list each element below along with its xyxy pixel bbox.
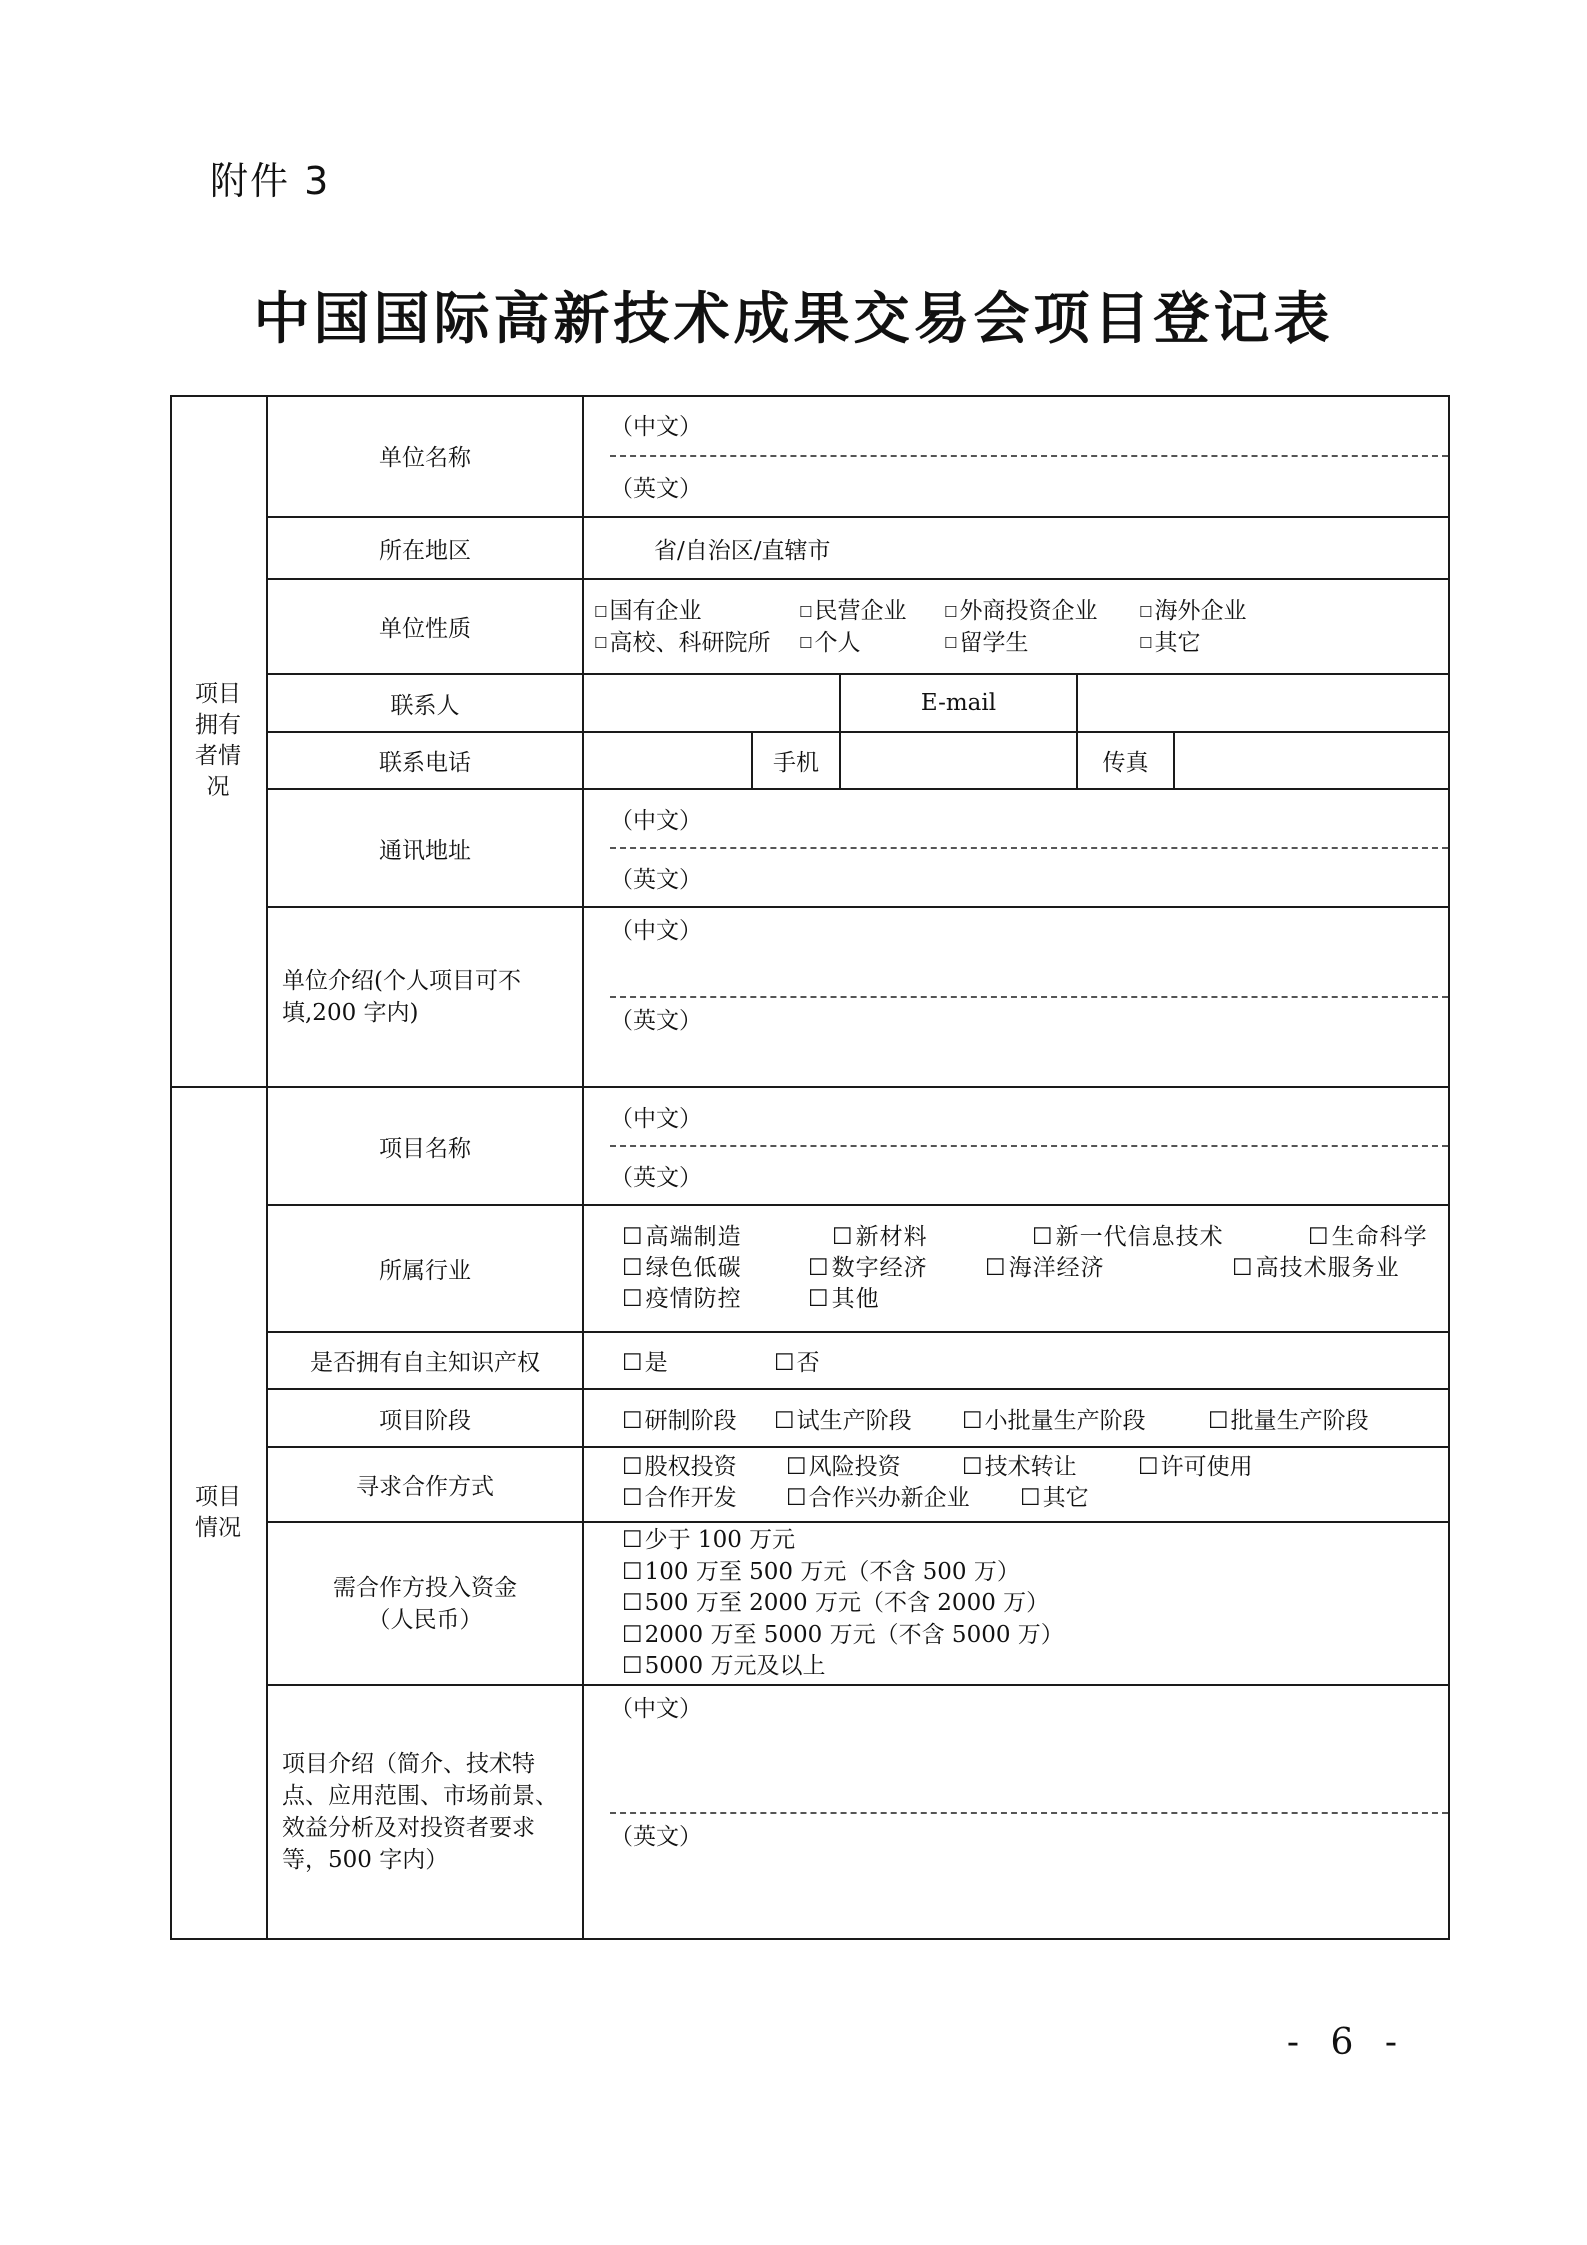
project-section-heading: 项目情况: [170, 1088, 268, 1940]
unit-intro-field[interactable]: [584, 908, 1450, 1088]
fax-label: 传真: [1078, 733, 1175, 790]
stage-option[interactable]: ☐ 研制阶段: [622, 1402, 774, 1435]
industry-option[interactable]: ☐ 新一代信息技术: [1032, 1222, 1308, 1253]
location-label: 所在地区: [268, 518, 584, 580]
stage-option[interactable]: ☐ 小批量生产阶段: [962, 1402, 1208, 1435]
email-field[interactable]: [1078, 675, 1450, 733]
mobile-label: 手机: [753, 733, 841, 790]
industry-option[interactable]: ☐ 生命科学: [1308, 1222, 1428, 1253]
cooperation-option[interactable]: ☐ 其它: [1020, 1483, 1089, 1514]
page-number: - 6 -: [1286, 2022, 1407, 2063]
unit-nature-option[interactable]: ☐ 外商投资企业: [944, 596, 1139, 628]
industry-option[interactable]: ☐ 高技术服务业: [1232, 1253, 1400, 1284]
attachment-label: 附件 3: [210, 159, 331, 203]
address-label: 通讯地址: [268, 790, 584, 908]
address-field[interactable]: [584, 790, 1450, 908]
industry-option[interactable]: ☐ 疫情防控: [622, 1284, 808, 1315]
investment-option[interactable]: ☐ 5000 万元及以上: [622, 1653, 825, 1679]
ip-label: 是否拥有自主知识产权: [268, 1333, 584, 1390]
unit-nature-option[interactable]: ☐ 民营企业: [799, 596, 944, 628]
registration-form: [170, 395, 1450, 1940]
investment-option[interactable]: ☐ 少于 100 万元: [622, 1527, 795, 1553]
cooperation-option[interactable]: ☐ 合作开发: [622, 1483, 786, 1514]
unit-nature-option[interactable]: ☐ 留学生: [944, 628, 1139, 660]
contact-field[interactable]: [584, 675, 841, 733]
unit-intro-label: 单位介绍(个人项目可不填,200 字内): [268, 908, 584, 1088]
investment-label-text: 需合作方投入资金: [333, 1574, 517, 1601]
industry-option[interactable]: ☐ 绿色低碳: [622, 1253, 808, 1284]
industry-label: 所属行业: [268, 1206, 584, 1333]
cooperation-option[interactable]: ☐ 许可使用: [1138, 1452, 1253, 1483]
stage-option[interactable]: ☐ 批量生产阶段: [1208, 1402, 1369, 1435]
project-name-field[interactable]: [584, 1088, 1450, 1206]
project-intro-en[interactable]: （英文）: [610, 1824, 702, 1850]
investment-option[interactable]: ☐ 2000 万至 5000 万元（不含 5000 万）: [622, 1622, 1064, 1648]
unit-nature-options: [584, 580, 1450, 675]
location-value: 省/自治区/直辖市: [654, 537, 831, 564]
industry-options: [584, 1206, 1450, 1333]
phone-field[interactable]: [584, 733, 753, 790]
industry-option[interactable]: ☐ 其他: [808, 1284, 880, 1315]
industry-option[interactable]: ☐ 高端制造: [622, 1222, 832, 1253]
phone-label: 联系电话: [268, 733, 584, 790]
email-label: E-mail: [841, 675, 1078, 733]
ip-option-yes[interactable]: ☐ 是: [622, 1344, 774, 1377]
address-cn[interactable]: （中文）: [610, 790, 1448, 849]
industry-option[interactable]: ☐ 海洋经济: [985, 1253, 1232, 1284]
address-en[interactable]: （英文）: [610, 867, 702, 893]
project-intro-cn[interactable]: （中文）: [610, 1686, 1448, 1814]
investment-options: [584, 1523, 1450, 1686]
project-name-label: 项目名称: [268, 1088, 584, 1206]
investment-label: [268, 1523, 584, 1686]
unit-name-cn[interactable]: （中文）: [610, 395, 1448, 457]
investment-option[interactable]: ☐ 100 万至 500 万元（不含 500 万）: [622, 1559, 1020, 1585]
unit-intro-cn[interactable]: （中文）: [610, 908, 1448, 998]
cooperation-option[interactable]: ☐ 合作兴办新企业: [786, 1483, 1020, 1514]
unit-nature-label: 单位性质: [268, 580, 584, 675]
form-title: 中国国际高新技术成果交易会项目登记表: [253, 287, 1334, 352]
stage-options: [584, 1390, 1450, 1448]
owner-section-heading: 项目拥有者情况: [170, 395, 268, 1088]
industry-option[interactable]: ☐ 新材料: [832, 1222, 1032, 1253]
project-intro-label: 项目介绍（简介、技术特点、应用范围、市场前景、效益分析及对投资者要求等，500 字内）: [268, 1686, 584, 1940]
unit-nature-option[interactable]: ☐ 国有企业: [594, 596, 799, 628]
unit-nature-option[interactable]: ☐ 海外企业: [1139, 596, 1339, 628]
unit-name-field[interactable]: [584, 395, 1450, 518]
cooperation-option[interactable]: ☐ 技术转让: [962, 1452, 1138, 1483]
cooperation-options: [584, 1448, 1450, 1523]
unit-nature-option[interactable]: ☐ 高校、科研院所: [594, 628, 799, 660]
stage-label: 项目阶段: [268, 1390, 584, 1448]
unit-name-label: 单位名称: [268, 395, 584, 518]
unit-intro-en[interactable]: （英文）: [610, 1008, 702, 1034]
contact-label: 联系人: [268, 675, 584, 733]
project-intro-field[interactable]: [584, 1686, 1450, 1940]
stage-option[interactable]: ☐ 试生产阶段: [774, 1402, 962, 1435]
fax-field[interactable]: [1175, 733, 1450, 790]
mobile-field[interactable]: [841, 733, 1078, 790]
ip-options: [584, 1333, 1450, 1390]
unit-name-en[interactable]: （英文）: [610, 475, 702, 502]
ip-option-no[interactable]: ☐ 否: [774, 1344, 820, 1377]
investment-label-currency: （人民币）: [367, 1606, 483, 1633]
project-name-en[interactable]: （英文）: [610, 1165, 702, 1191]
project-name-cn[interactable]: （中文）: [610, 1088, 1448, 1147]
location-field[interactable]: [584, 518, 1450, 580]
unit-nature-option[interactable]: ☐ 其它: [1139, 628, 1339, 660]
industry-option[interactable]: ☐ 数字经济: [808, 1253, 985, 1284]
cooperation-option[interactable]: ☐ 股权投资: [622, 1452, 786, 1483]
cooperation-option[interactable]: ☐ 风险投资: [786, 1452, 962, 1483]
unit-nature-option[interactable]: ☐ 个人: [799, 628, 944, 660]
investment-option[interactable]: ☐ 500 万至 2000 万元（不含 2000 万）: [622, 1590, 1049, 1616]
cooperation-label: 寻求合作方式: [268, 1448, 584, 1523]
